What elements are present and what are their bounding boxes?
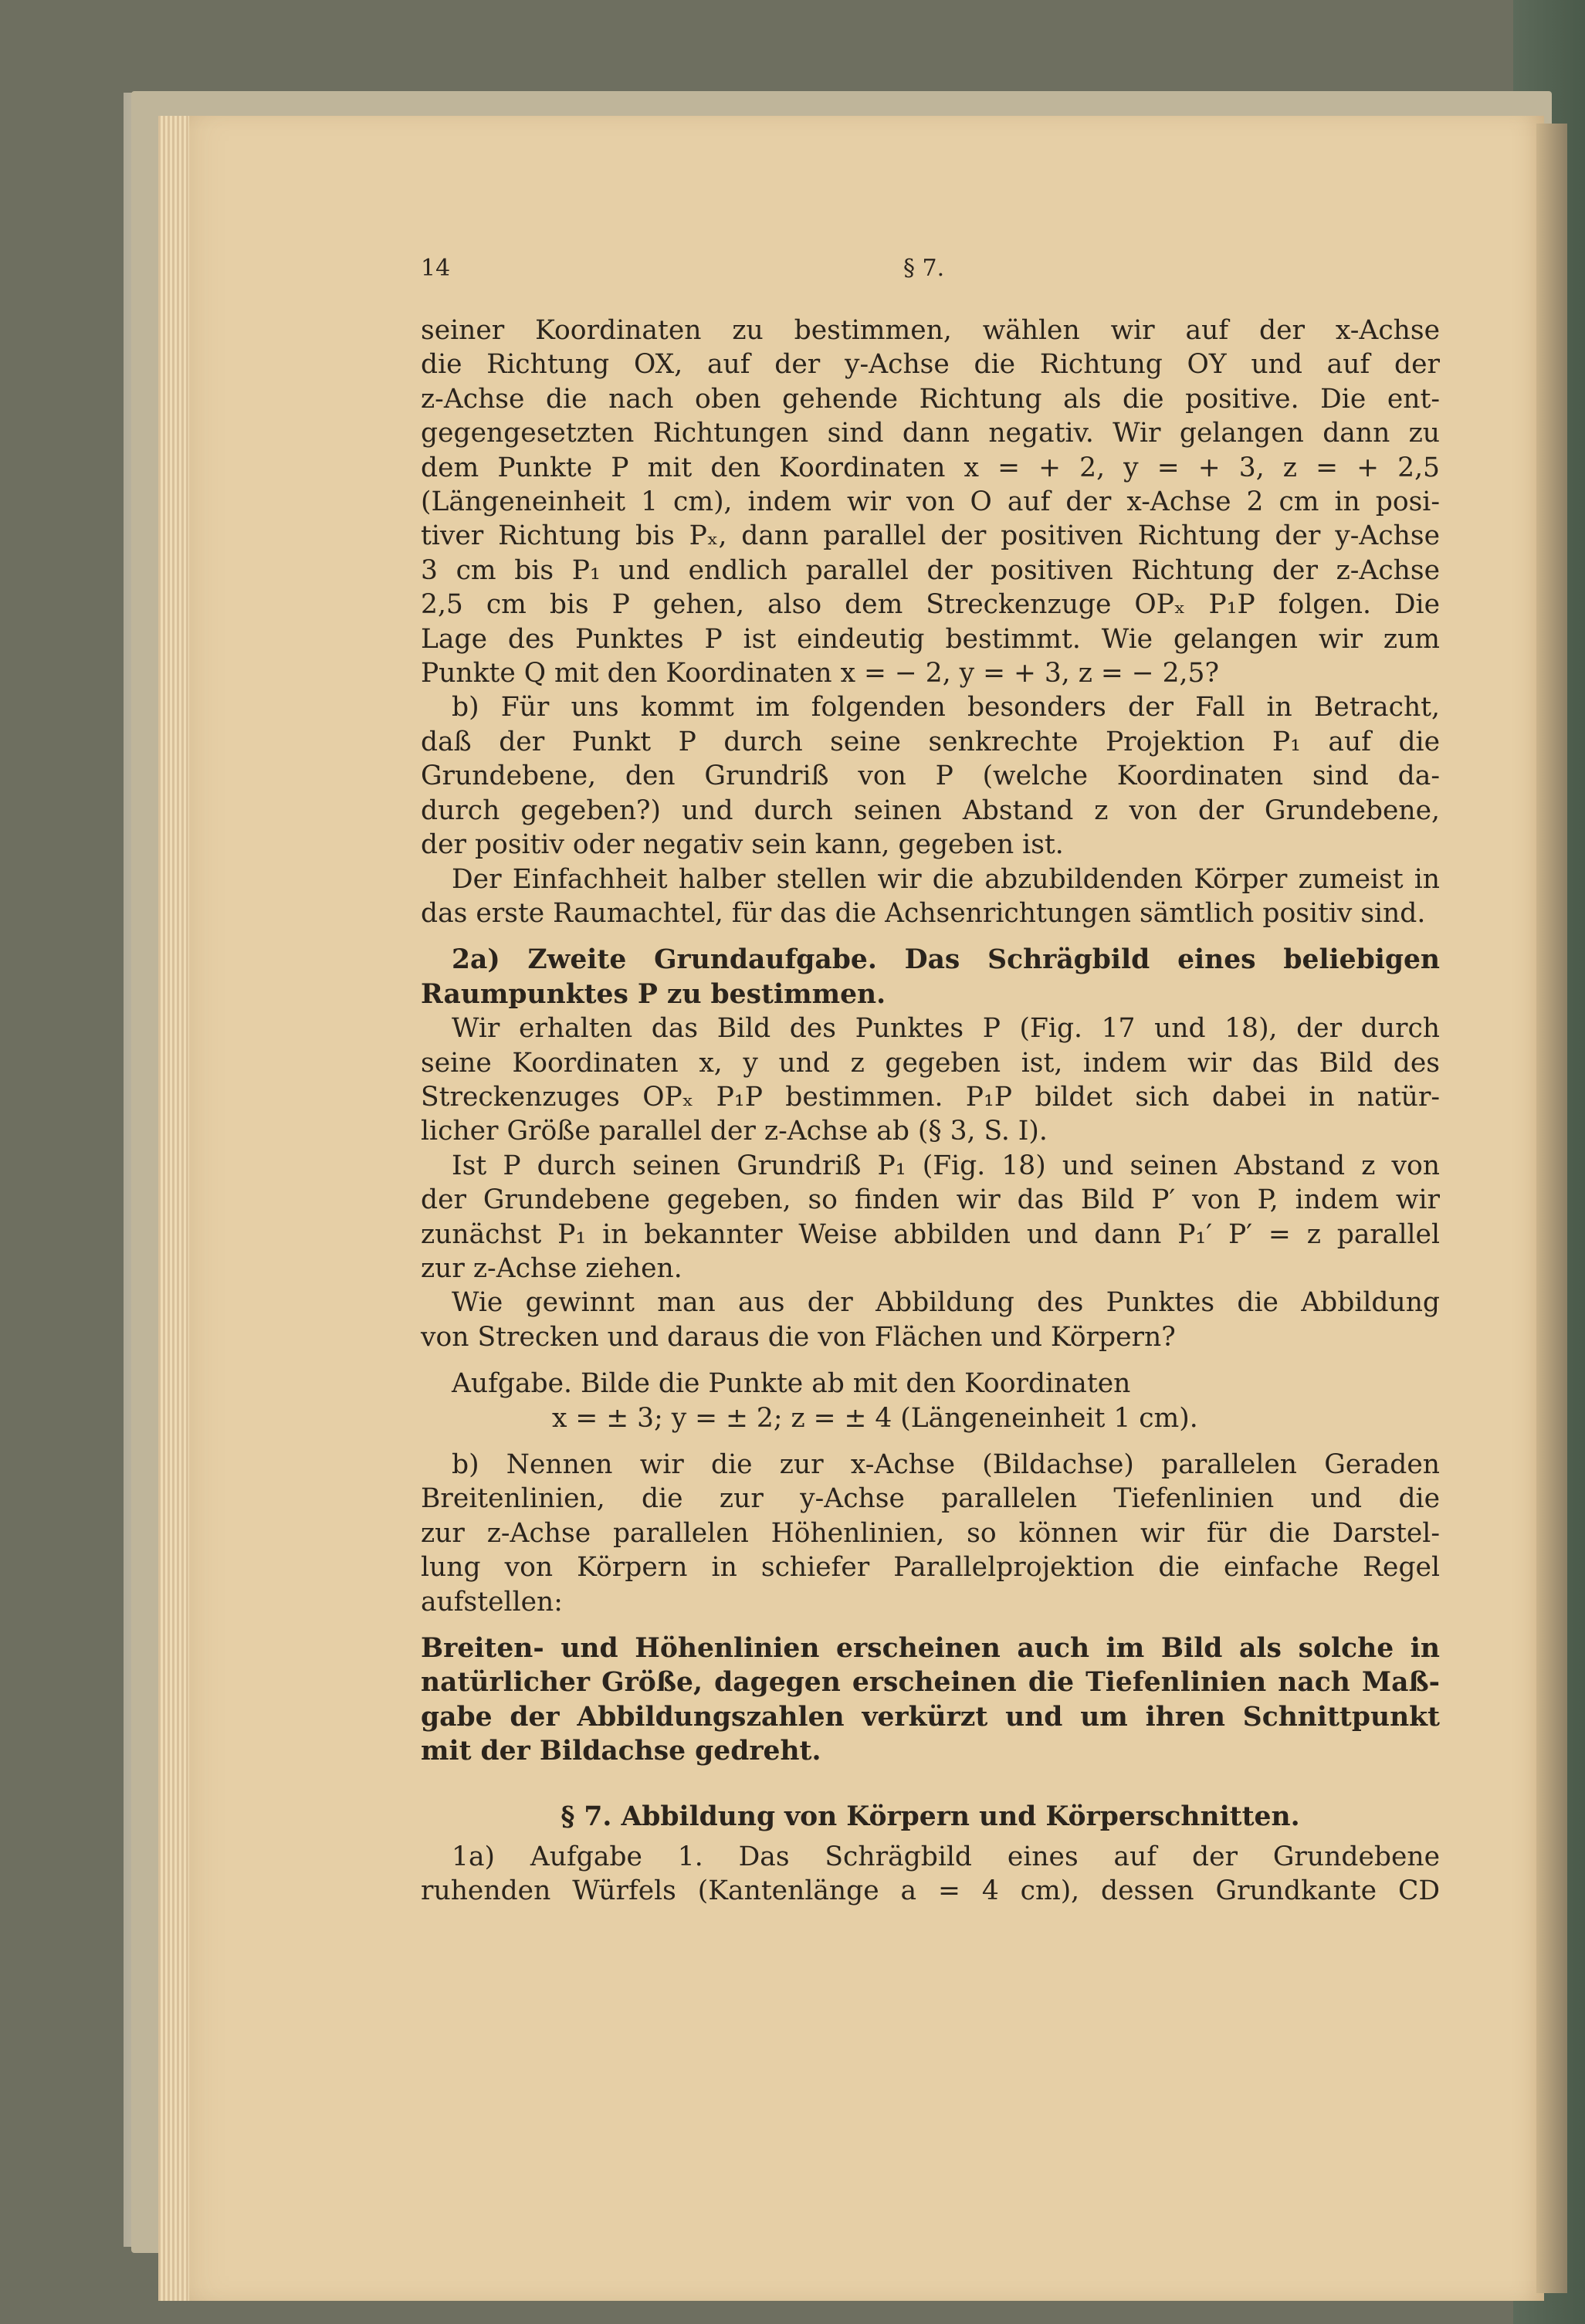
text-line: Wie gewinnt man aus der Abbildung des Punktes die Abbildung	[452, 1287, 1440, 1319]
text-line: das erste Raumachtel, für das die Achsenrichtungen sämtlich positiv sind.	[421, 897, 1426, 929]
text-line: zur z-Achse parallelen Höhenlinien, so können wir für die Darstel-	[421, 1517, 1440, 1549]
text-line: Der Einfachheit halber stellen wir die abzubildenden Körper zumeist in	[452, 863, 1440, 895]
page-gutter	[158, 116, 189, 2301]
text-line: zur z-Achse ziehen.	[421, 1252, 682, 1284]
text-line: 1a) Aufgabe 1. Das Schrägbild eines auf der Grundebene	[452, 1841, 1440, 1873]
text-line: gegengesetzten Richtungen sind dann negativ. Wir gelangen dann zu	[421, 418, 1440, 449]
text-line: seiner Koordinaten zu bestimmen, wählen wir auf der x-Achse	[421, 315, 1440, 346]
text-line: Streckenzuges OPₓ P₁P bestimmen. P₁P bildet sich dabei in natür-	[421, 1081, 1440, 1113]
text-line: dem Punkte P mit den Koordinaten x = + 2, y = + 3, z = + 2,5	[421, 452, 1440, 483]
text-line: b) Für uns kommt im folgenden besonders der Fall in Betracht,	[452, 692, 1440, 723]
page-right-edge	[1536, 124, 1567, 2293]
section-heading: § 7. Abbildung von Körpern und Körperschnitten.	[561, 1801, 1300, 1832]
text-line: Wir erhalten das Bild des Punktes P (Fig. 17 und 18), der durch	[452, 1013, 1440, 1045]
heading-line: Raumpunktes P zu bestimmen.	[421, 978, 886, 1010]
text-line: Lage des Punktes P ist eindeutig bestimmt. Wie gelangen wir zum	[421, 623, 1440, 655]
text-line: (Längeneinheit 1 cm), indem wir von O auf der x-Achse 2 cm in posi-	[421, 486, 1440, 518]
rule-line: mit der Bildachse gedreht.	[421, 1736, 821, 1767]
text-line: Punkte Q mit den Koordinaten x = − 2, y = + 3, z = − 2,5?	[421, 658, 1219, 689]
text-line: von Strecken und daraus die von Flächen und Körpern?	[421, 1321, 1176, 1353]
text-line: der Grundebene gegeben, so finden wir das Bild P′ von P, indem wir	[421, 1184, 1440, 1216]
text-line: daß der Punkt P durch seine senkrechte Projektion P₁ auf die	[421, 726, 1440, 757]
text-line: 2,5 cm bis P gehen, also dem Streckenzuge OPₓ P₁P folgen. Die	[421, 589, 1440, 621]
text-line: die Richtung OX, auf der y-Achse die Richtung OY und auf der	[421, 349, 1440, 381]
text-line: Ist P durch seinen Grundriß P₁ (Fig. 18) und seinen Abstand z von	[452, 1150, 1440, 1181]
section-reference: § 7.	[903, 255, 945, 282]
text-line: ruhenden Würfels (Kantenlänge a = 4 cm), dessen Grundkante CD	[421, 1875, 1440, 1907]
text-line: der positiv oder negativ sein kann, gegeben ist.	[421, 829, 1064, 861]
text-line: b) Nennen wir die zur x-Achse (Bildachse) parallelen Geraden	[452, 1449, 1440, 1480]
text-line: licher Größe parallel der z-Achse ab (§ 3, S. I).	[421, 1116, 1048, 1147]
text-line: 3 cm bis P₁ und endlich parallel der positiven Richtung der z-Achse	[421, 554, 1440, 586]
task-line: Aufgabe. Bilde die Punkte ab mit den Koordinaten	[452, 1368, 1131, 1400]
text-line: Breitenlinien, die zur y-Achse parallelen Tiefenlinien und die	[421, 1483, 1440, 1515]
rule-line: Breiten- und Höhenlinien erscheinen auch im Bild als solche in	[421, 1633, 1440, 1665]
text-line: tiver Richtung bis Pₓ, dann parallel der positiven Richtung der y-Achse	[421, 520, 1440, 552]
page-number: 14	[421, 255, 451, 282]
text-line: Grundebene, den Grundriß von P (welche Koordinaten sind da-	[421, 761, 1440, 792]
text-line: durch gegeben?) und durch seinen Abstand z von der Grundebene,	[421, 794, 1440, 826]
text-line: aufstellen:	[421, 1586, 563, 1618]
equation-line: x = ± 3; y = ± 2; z = ± 4 (Längeneinheit 1 cm).	[552, 1402, 1198, 1434]
text-line: z-Achse die nach oben gehende Richtung als die positive. Die ent-	[421, 383, 1440, 415]
text-line: seine Koordinaten x, y und z gegeben ist, indem wir das Bild des	[421, 1047, 1440, 1079]
rule-line: gabe der Abbildungszahlen verkürzt und um ihren Schnittpunkt	[421, 1701, 1440, 1733]
body-text	[421, 313, 1440, 1909]
heading-line: 2a) Zweite Grundaufgabe. Das Schrägbild eines beliebigen	[452, 944, 1440, 976]
text-line: zunächst P₁ in bekannter Weise abbilden und dann P₁′ P′ = z parallel	[421, 1218, 1440, 1250]
running-header	[421, 255, 1440, 293]
rule-line: natürlicher Größe, dagegen erscheinen die Tiefenlinien nach Maß-	[421, 1667, 1440, 1699]
text-line: lung von Körpern in schiefer Parallelprojektion die einfache Regel	[421, 1552, 1440, 1584]
